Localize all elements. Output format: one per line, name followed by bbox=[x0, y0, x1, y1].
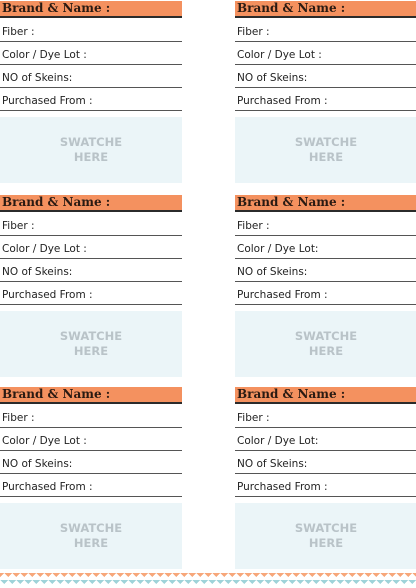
swatch-label-line2: HERE bbox=[308, 344, 344, 358]
color-dye-lot-field[interactable]: Color / Dye Lot: bbox=[235, 428, 416, 451]
swatch-label-line2: HERE bbox=[308, 150, 344, 164]
color-dye-lot-field[interactable]: Color / Dye Lot : bbox=[0, 42, 182, 65]
swatch-label-line2: HERE bbox=[73, 536, 109, 550]
swatch-label-line1: SWATCHE bbox=[59, 521, 123, 535]
swatch-label bbox=[286, 329, 366, 359]
swatch-area bbox=[235, 117, 416, 183]
skeins-field[interactable]: NO of Skeins: bbox=[0, 451, 182, 474]
yarn-card-6 bbox=[235, 387, 416, 569]
swatch-label-line1: SWATCHE bbox=[294, 521, 358, 535]
skeins-field[interactable]: NO of Skeins: bbox=[235, 259, 416, 282]
swatch-label-line1: SWATCHE bbox=[59, 135, 123, 149]
fiber-field[interactable]: Fiber : bbox=[235, 212, 416, 236]
swatch-label-line1: SWATCHE bbox=[294, 329, 358, 343]
color-dye-lot-field[interactable]: Color / Dye Lot : bbox=[235, 42, 416, 65]
brand-name-header: Brand & Name : bbox=[0, 387, 182, 404]
swatch-area bbox=[0, 503, 182, 569]
skeins-field[interactable]: NO of Skeins: bbox=[235, 65, 416, 88]
swatch-label bbox=[51, 521, 131, 551]
purchased-from-field[interactable]: Purchased From : bbox=[0, 282, 182, 305]
yarn-card-3 bbox=[0, 195, 182, 377]
yarn-card-4 bbox=[235, 195, 416, 377]
brand-name-header: Brand & Name : bbox=[235, 1, 416, 18]
color-dye-lot-field[interactable]: Color / Dye Lot: bbox=[235, 236, 416, 259]
brand-name-header: Brand & Name : bbox=[235, 195, 416, 212]
swatch-area bbox=[0, 311, 182, 377]
yarn-card-1 bbox=[0, 1, 182, 183]
swatch-label-line2: HERE bbox=[308, 536, 344, 550]
brand-name-header: Brand & Name : bbox=[235, 387, 416, 404]
purchased-from-field[interactable]: Purchased From : bbox=[0, 474, 182, 497]
swatch-label bbox=[51, 329, 131, 359]
fiber-field[interactable]: Fiber : bbox=[0, 212, 182, 236]
brand-name-header: Brand & Name : bbox=[0, 1, 182, 18]
brand-name-header: Brand & Name : bbox=[0, 195, 182, 212]
yarn-card-2 bbox=[235, 1, 416, 183]
fiber-field[interactable]: Fiber : bbox=[0, 18, 182, 42]
fiber-field[interactable]: Fiber : bbox=[235, 18, 416, 42]
swatch-label-line2: HERE bbox=[73, 150, 109, 164]
swatch-area bbox=[235, 311, 416, 377]
swatch-label-line1: SWATCHE bbox=[59, 329, 123, 343]
swatch-area bbox=[235, 503, 416, 569]
skeins-field[interactable]: NO of Skeins: bbox=[235, 451, 416, 474]
fiber-field[interactable]: Fiber : bbox=[235, 404, 416, 428]
swatch-label-line2: HERE bbox=[73, 344, 109, 358]
skeins-field[interactable]: NO of Skeins: bbox=[0, 65, 182, 88]
color-dye-lot-field[interactable]: Color / Dye Lot : bbox=[0, 428, 182, 451]
swatch-label bbox=[286, 521, 366, 551]
yarn-card-5 bbox=[0, 387, 182, 569]
swatch-area bbox=[0, 117, 182, 183]
skeins-field[interactable]: NO of Skeins: bbox=[0, 259, 182, 282]
decorative-zigzag-border bbox=[0, 573, 416, 588]
swatch-label bbox=[51, 135, 131, 165]
color-dye-lot-field[interactable]: Color / Dye Lot : bbox=[0, 236, 182, 259]
swatch-label bbox=[286, 135, 366, 165]
purchased-from-field[interactable]: Purchased From : bbox=[235, 282, 416, 305]
fiber-field[interactable]: Fiber : bbox=[0, 404, 182, 428]
purchased-from-field[interactable]: Purchased From : bbox=[235, 88, 416, 111]
purchased-from-field[interactable]: Purchased From : bbox=[235, 474, 416, 497]
purchased-from-field[interactable]: Purchased From : bbox=[0, 88, 182, 111]
swatch-label-line1: SWATCHE bbox=[294, 135, 358, 149]
